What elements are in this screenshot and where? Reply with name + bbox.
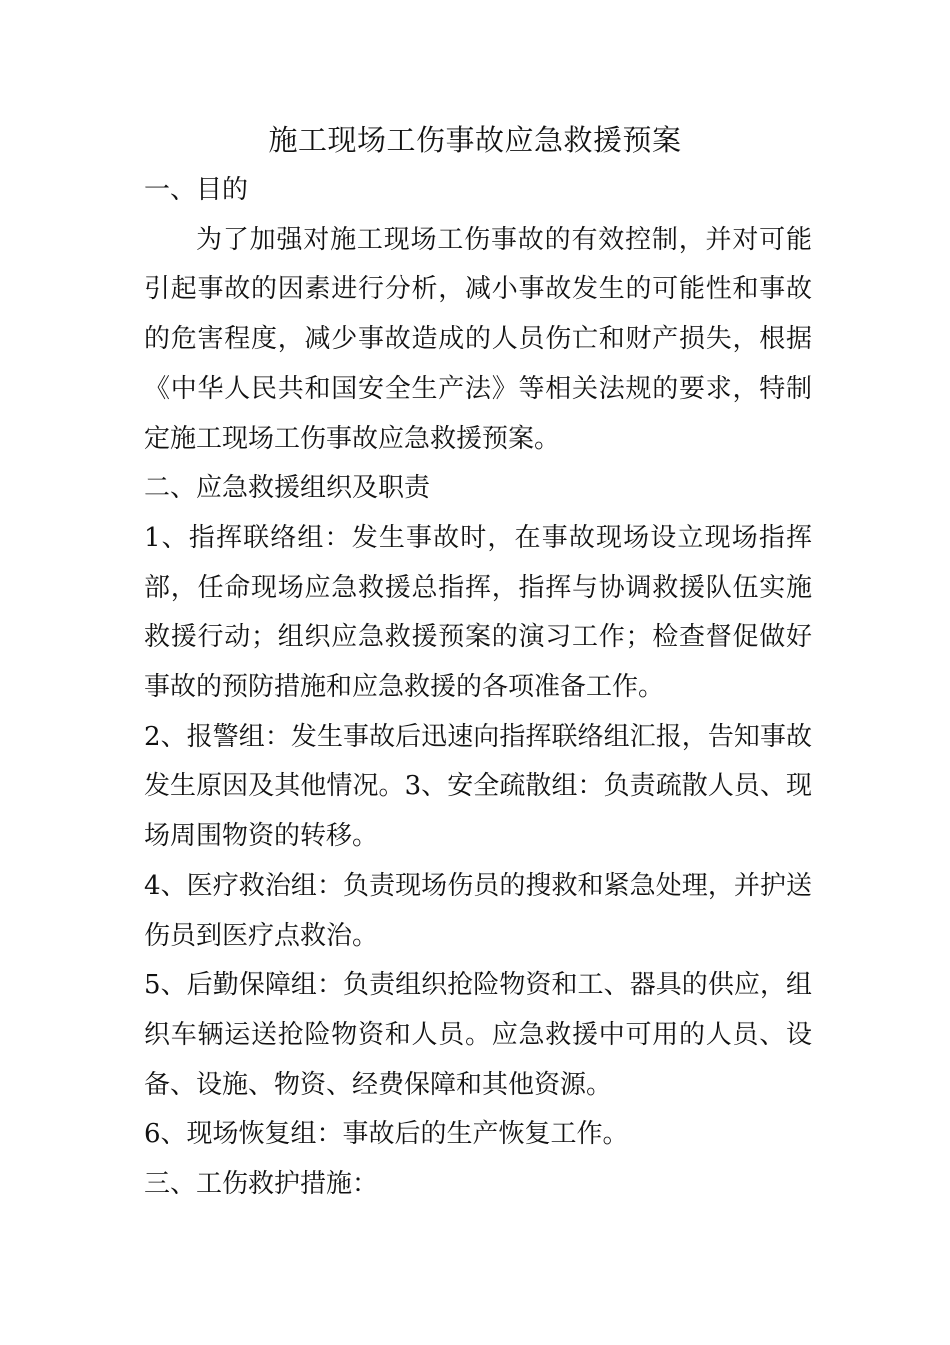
section-heading-purpose: 一、目的 <box>144 175 249 205</box>
section-heading-rescue-measures: 三、工伤救护措施： <box>144 1169 379 1200</box>
document-title: 施工现场工伤事故应急救援预案 <box>268 123 682 157</box>
document-body <box>144 166 812 1210</box>
paragraph-logistics-group: 5、后勤保障组：负责组织抢险物资和工、器具的供应，组织车辆运送抢险物资和人员。应急救援中可用的人员、设备、设施、物资、经费保障和其他资源。 <box>144 970 812 1100</box>
paragraph-alarm-evacuation-group: 2、报警组：发生事故后迅速向指挥联络组汇报，告知事故发生原因及其他情况。3、安全疏散组：负责疏散人员、现场周围物资的转移。 <box>144 721 812 852</box>
paragraph-medical-group: 4、医疗救治组：负责现场伤员的搜救和紧急处理，并护送伤员到医疗点救治。 <box>144 870 812 951</box>
section-heading-organization: 二、应急救援组织及职责 <box>144 473 431 504</box>
paragraph-recovery-group: 6、现场恢复组：事故后的生产恢复工作。 <box>144 1119 629 1150</box>
paragraph-command-group: 1、指挥联络组：发生事故时，在事故现场设立现场指挥部，任命现场应急救援总指挥，指挥与协调救援队伍实施救援行动；组织应急救援预案的演习工作；检查督促做好事故的预防措施和应急救援的各项准备工作。 <box>144 522 812 703</box>
paragraph-purpose: 为了加强对施工现场工伤事故的有效控制，并对可能引起事故的因素进行分析，减小事故发生的可能性和事故的危害程度，减少事故造成的人员伤亡和财产损失，根据《中华人民共和国安全生产法》等相关法规的要求，特制定施工现场工伤事故应急救援预案。 <box>144 224 812 454</box>
